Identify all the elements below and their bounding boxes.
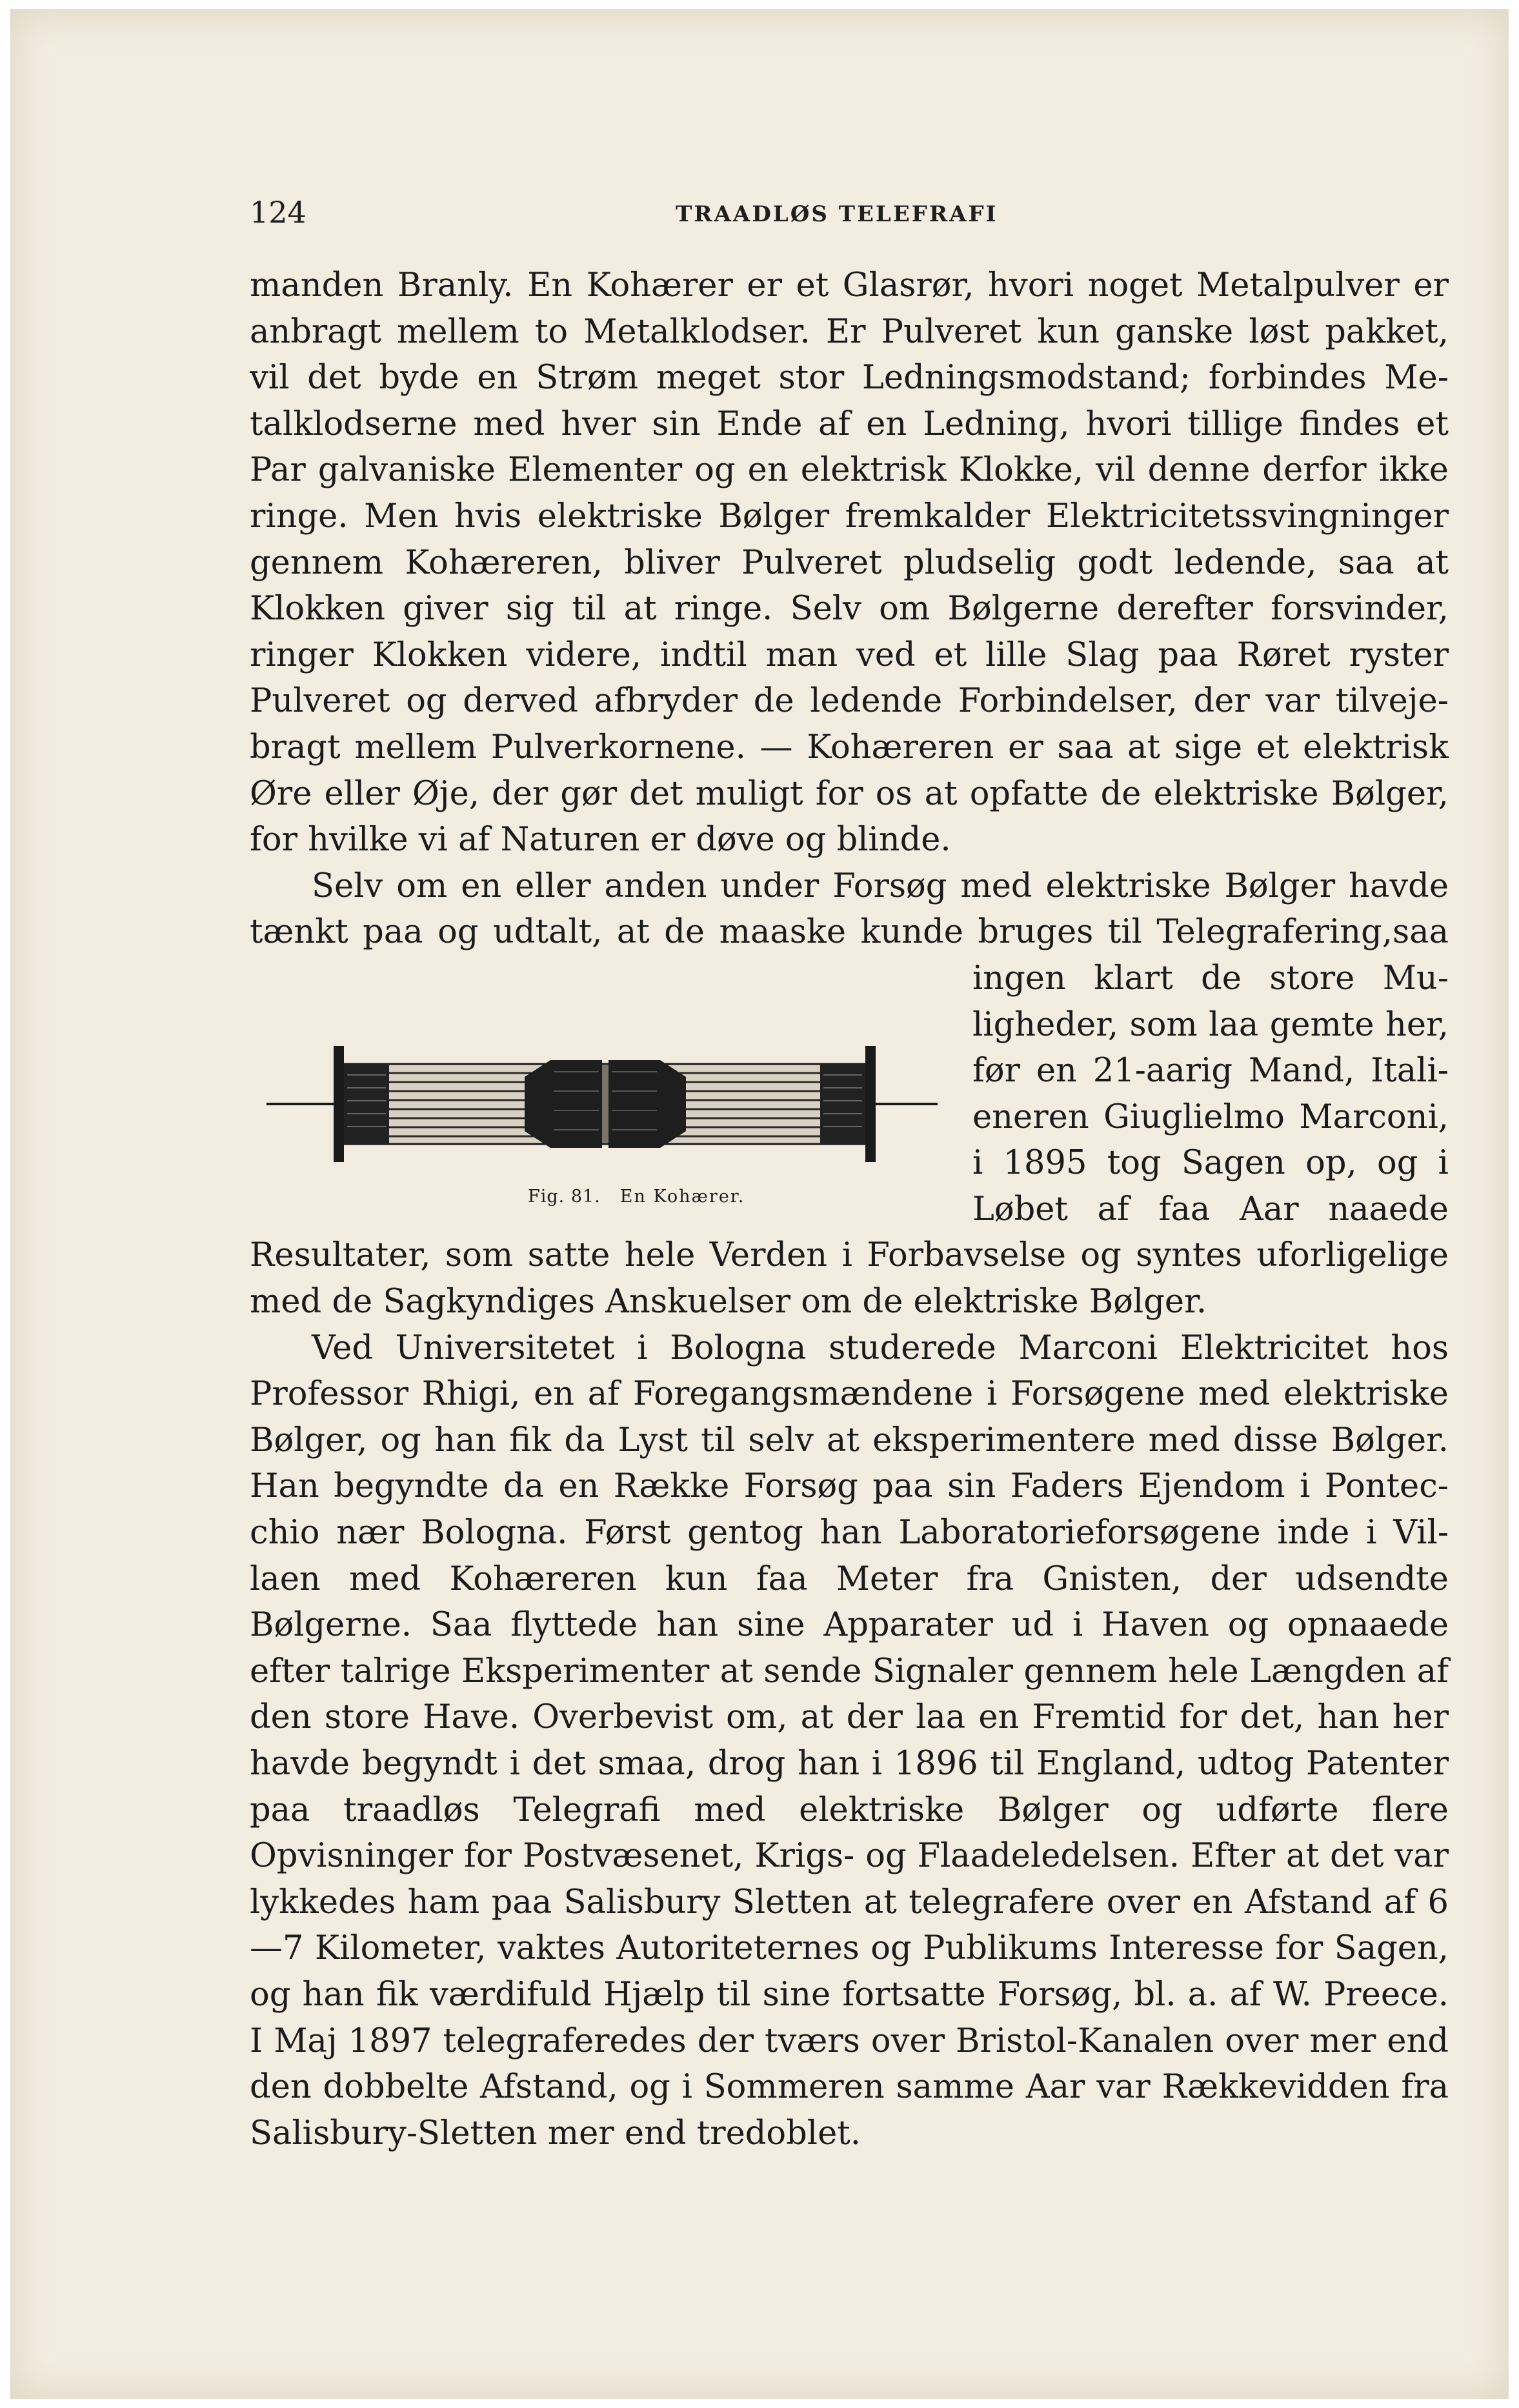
coherer-illustration	[267, 1039, 944, 1169]
figure-81	[250, 956, 960, 1214]
paragraph-2	[250, 863, 1449, 1325]
page-header	[250, 190, 1450, 235]
running-title: TRAADLØS TELEFRAFI	[676, 201, 998, 227]
paragraph-3: Ved Universitetet i Bologna studerede Marconi Elektricitet hos Professor Rhigi, en af Foregangsmændene i Forsøgene med elektriske Bølger, og han fik da Lyst til selv at eksperimentere med disse Bølger. Han begyndte da en Række Forsøg paa sin Faders Ejendom i Pontecchio nær Bologna. Først gentog han Laboratorieforsøgene inde i Villaen med Kohæreren kun faa Meter fra Gnisten, der udsendte Bølgerne. Saa flyttede han sine Apparater ud i Haven og opnaaede efter talrige Eksperimenter at sende Signaler gennem hele Længden af den store Have. Overbevist om, at der laa en Fremtid for det, han her havde begyndt i det smaa, drog han i 1896 til England, udtog Patenter paa traadløs Telegrafi med elektriske Bølger og udførte flere Opvisninger for Postvæsenet, Krigs- og Flaadeledelsen. Efter at det var lykkedes ham paa Salisbury Sletten at telegrafere over en Afstand af 6—7 Kilometer, vaktes Autoriteternes og Publikums Interesse for Sagen, og han fik værdifuld Hjælp til sine fortsatte Forsøg, bl. a. af W. Preece. I Maj 1897 telegraferedes der tværs over Bristol-Kanalen over mer end den dobbelte Afstand, og i Sommeren samme Aar var Rækkevidden fra Salisbury-Sletten mer end tredoblet.	[250, 1329, 1449, 2152]
figure-title: En Kohærer.	[619, 1186, 745, 1207]
figure-caption	[466, 1174, 745, 1220]
body-text	[250, 263, 1449, 2156]
paragraph-2-after-figure: saa ingen klart de store Muligheder, som laa gemte her, før en 21-aarig Mand, Italieneren Giuglielmo Marconi, i 1895 tog Sagen op, og i Løbet af faa Aar naaede Resultater, som satte hele Verden i Forbavselse og syntes uforligelige med de Sagkyndiges Anskuelser om de elektriske Bølger.	[250, 913, 1449, 1321]
figure-label: Fig. 81.	[528, 1186, 601, 1207]
paragraph-1: manden Branly. En Kohærer er et Glasrør, hvori noget Metalpulver er anbragt mellem to Metalklodser. Er Pulveret kun ganske løst pakket, vil det byde en Strøm meget stor Ledningsmodstand; forbindes Metalklodserne med hver sin Ende af en Ledning, hvori tillige findes et Par galvaniske Elementer og en elektrisk Klokke, vil denne derfor ikke ringe. Men hvis elektriske Bølger fremkalder Elektricitetssvingninger gennem Kohæreren, bliver Pulveret pludselig godt ledende, saa at Klokken giver sig til at ringe. Selv om Bølgerne derefter forsvinder, ringer Klokken videre, indtil man ved et lille Slag paa Røret ryster Pulveret og derved afbryder de ledende Forbindelser, der var tilvejebragt mellem Pulverkornene. — Kohæreren er saa at sige et elektrisk Øre eller Øje, der gør det muligt for os at opfatte de elektriske Bølger, for hvilke vi af Naturen er døve og blinde.	[250, 266, 1449, 859]
page-number: 124	[250, 195, 307, 230]
paragraph-2-before-figure: Selv om en eller anden under Forsøg med elektriske Bølger havde tænkt paa og udtalt, at de maaske kunde bruges til Telegrafering,	[250, 867, 1449, 952]
